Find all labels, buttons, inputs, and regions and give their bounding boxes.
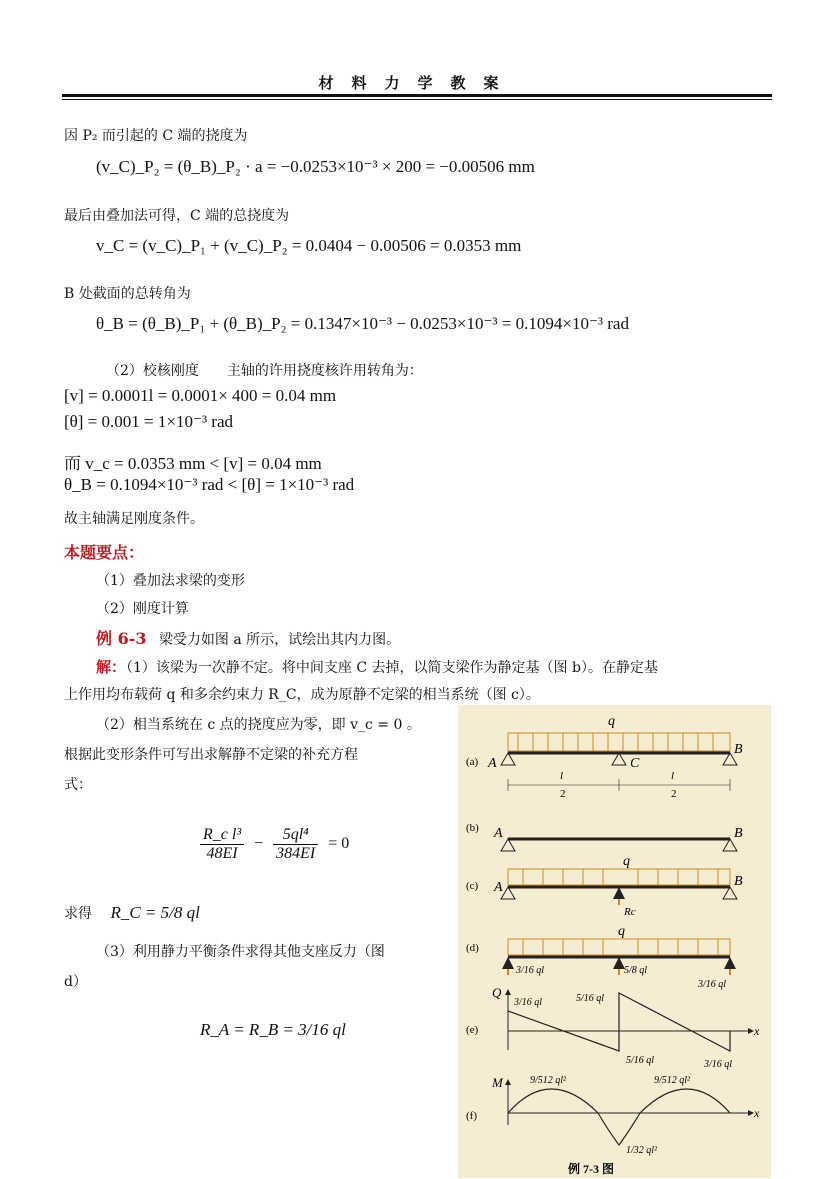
svg-text:l: l <box>671 770 675 782</box>
svg-text:l: l <box>560 770 564 782</box>
svg-text:M: M <box>492 1075 503 1090</box>
text-line: B 处截面的总转角为 <box>64 286 191 302</box>
solution-label: 解： <box>96 658 127 676</box>
svg-text:2: 2 <box>560 788 566 800</box>
key-points-title: 本题要点： <box>64 543 145 562</box>
label-b: (b) <box>466 822 479 834</box>
text-line: （2）校核刚度 主轴的许用挠度核许用转角为： <box>106 363 423 379</box>
solution-text: （1）该梁为一次静不定。将中间支座 C 去掉，以简支梁作为静定基（图 b）。在静定基 <box>126 660 658 676</box>
svg-text:A: A <box>488 756 497 771</box>
svg-text:2: 2 <box>671 788 677 800</box>
example-label: 例 6-3 <box>96 629 147 648</box>
solution-text: d） <box>64 974 87 990</box>
svg-text:3/16 ql: 3/16 ql <box>514 997 543 1008</box>
label-e: (e) <box>466 1024 479 1036</box>
solution-text: 根据此变形条件可写出求解静不定梁的补充方程 <box>64 747 358 763</box>
header-rule-thick <box>62 94 772 97</box>
result-rc: R_C = 5/8 ql <box>110 903 200 922</box>
equation-line: [v] = 0.0001l = 0.0001× 400 = 0.04 mm <box>64 386 337 405</box>
svg-text:3/16 ql: 3/16 ql <box>698 979 727 990</box>
svg-text:B: B <box>734 742 743 757</box>
equation-1: (v_C)_P₂ = (θ_B)_P₂ · a = −0.0253×10⁻³ × 200 = −0.00506 mm <box>96 157 535 176</box>
svg-text:5/16 ql: 5/16 ql <box>576 993 605 1004</box>
moment-diagram <box>508 1089 730 1145</box>
label-f: (f) <box>466 1110 477 1122</box>
distributed-load <box>508 733 730 751</box>
label-a: (a) <box>466 756 479 768</box>
svg-text:1/32 ql²: 1/32 ql² <box>626 1145 658 1156</box>
solution-text: 式： <box>64 777 92 793</box>
equation-line: θ_B = 0.1094×10⁻³ rad < [θ] = 1×10⁻³ rad <box>64 475 355 494</box>
example-text: 梁受力如图 a 所示，试绘出其内力图。 <box>158 632 401 648</box>
svg-text:B: B <box>734 874 743 889</box>
solution-text: 上作用均布载荷 q 和多余约束力 R_C，成为原静不定梁的相当系统（图 c）。 <box>64 687 540 703</box>
figure-panel <box>458 705 771 1178</box>
svg-text:x: x <box>754 1024 760 1038</box>
key-point: （2）刚度计算 <box>96 601 189 617</box>
support-c <box>612 753 626 765</box>
equation-2: v_C = (v_C)_P₁ + (v_C)_P₂ = 0.0404 − 0.00506 = 0.0353 mm <box>96 236 522 255</box>
svg-text:Q: Q <box>492 985 502 1000</box>
svg-text:5/8 ql: 5/8 ql <box>624 965 648 976</box>
key-point: （1）叠加法求梁的变形 <box>96 573 245 589</box>
beam-figure <box>458 705 771 1178</box>
svg-text:9/512 ql²: 9/512 ql² <box>654 1075 691 1086</box>
solution-text: （2）相当系统在 c 点的挠度应为零，即 v_c = 0 。 <box>96 717 421 733</box>
svg-text:5/16 ql: 5/16 ql <box>626 1055 655 1066</box>
equation-reactions: R_A = R_B = 3/16 ql <box>200 1020 346 1039</box>
equation-3: θ_B = (θ_B)_P₁ + (θ_B)_P₂ = 0.1347×10⁻³ − 0.0253×10⁻³ = 0.1094×10⁻³ rad <box>96 314 629 333</box>
label-c: (c) <box>466 880 479 892</box>
svg-text:3/16 ql: 3/16 ql <box>704 1059 733 1070</box>
text-line: 故主轴满足刚度条件。 <box>64 511 204 527</box>
solution-text: （3）利用静力平衡条件求得其他支座反力（图 <box>96 944 385 960</box>
svg-text:C: C <box>630 756 640 771</box>
svg-text:q: q <box>623 854 630 869</box>
svg-text:A: A <box>494 880 503 895</box>
load-q: q <box>608 714 615 729</box>
equation-line: 而 v_c = 0.0353 mm < [v] = 0.04 mm <box>64 454 322 473</box>
svg-text:x: x <box>754 1106 760 1120</box>
label-d: (d) <box>466 942 479 954</box>
svg-text:3/16 ql: 3/16 ql <box>516 965 545 976</box>
page-header: 材料力学教案 <box>318 74 517 92</box>
svg-text:A: A <box>494 826 503 841</box>
equation-line: [θ] = 0.001 = 1×10⁻³ rad <box>64 412 234 431</box>
result-label: 求得 <box>64 906 92 922</box>
equation-compat: $\frac{\text{R\_c l³}}{48EI}$ − $\frac{\text{5ql⁴}}{384EI}$ = 0 <box>200 826 349 863</box>
figure-caption: 例 7-3 图 <box>568 1162 614 1176</box>
svg-text:q: q <box>618 924 625 939</box>
svg-text:Rc: Rc <box>624 906 636 918</box>
svg-text:B: B <box>734 826 743 841</box>
svg-text:9/512 ql²: 9/512 ql² <box>530 1075 567 1086</box>
support-a <box>501 753 515 765</box>
text-line: 因 P₂ 而引起的 C 端的挠度为 <box>64 128 248 144</box>
header-rule-thin <box>62 99 772 100</box>
text-line: 最后由叠加法可得，C 端的总挠度为 <box>64 208 290 224</box>
